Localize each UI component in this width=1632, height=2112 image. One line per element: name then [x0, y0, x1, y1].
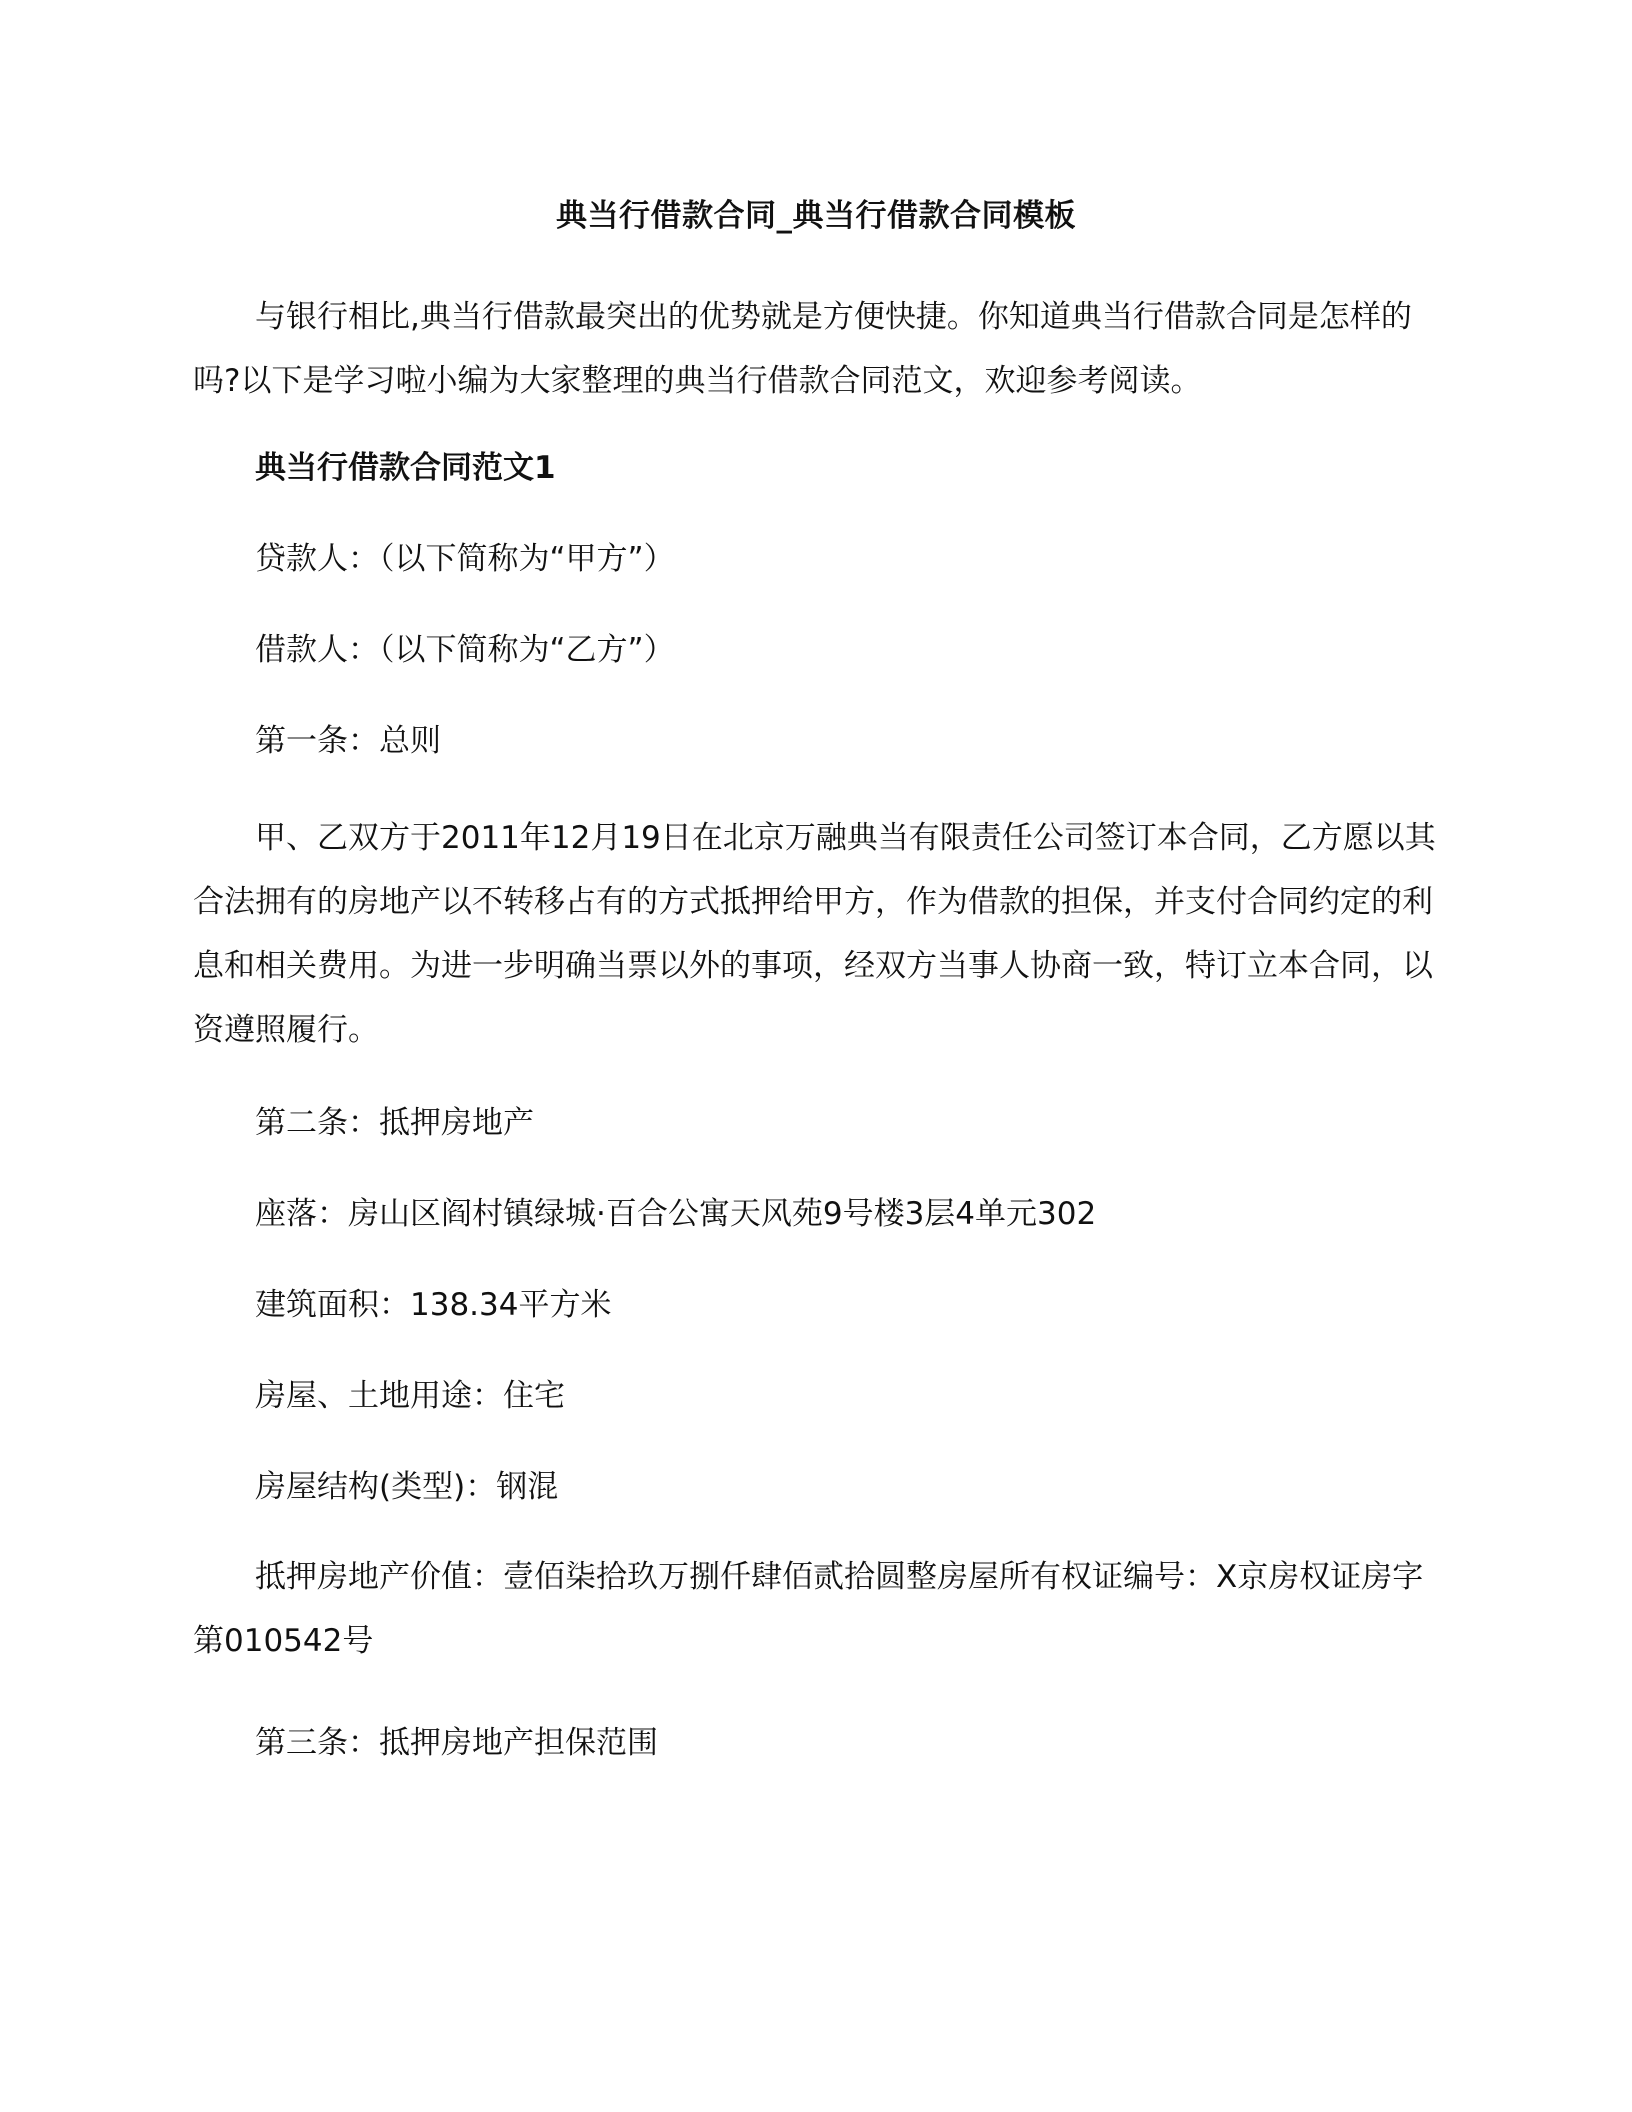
structure-line: 房屋结构(类型)：钢混	[255, 1469, 559, 1505]
document-title: 典当行借款合同_典当行借款合同模板	[556, 198, 1076, 234]
location-line: 座落：房山区阎村镇绿城·百合公寓天风苑9号楼3层4单元302	[255, 1196, 1097, 1232]
article2-title: 第二条：抵押房地产	[255, 1105, 534, 1141]
value-paragraph	[193, 1545, 1438, 1673]
intro-text: 与银行相比,典当行借款最突出的优势就是方便快捷。你知道典当行借款合同是怎样的吗?以下是学习啦小编为大家整理的典当行借款合同范文，欢迎参考阅读。	[193, 299, 1412, 399]
intro-paragraph	[193, 285, 1438, 413]
lender-line: 贷款人：（以下简称为“甲方”）	[255, 541, 675, 577]
article1-title: 第一条：总则	[255, 723, 441, 759]
area-line: 建筑面积：138.34平方米	[255, 1287, 612, 1323]
article1-paragraph	[193, 806, 1438, 1062]
section-heading: 典当行借款合同范文1	[255, 450, 556, 486]
article3-title: 第三条：抵押房地产担保范围	[255, 1725, 658, 1761]
borrower-line: 借款人：（以下简称为“乙方”）	[255, 632, 675, 668]
usage-line: 房屋、土地用途：住宅	[255, 1378, 565, 1414]
value-text: 抵押房地产价值：壹佰柒拾玖万捌仟肆佰贰拾圆整房屋所有权证编号：X京房权证房字第010542号	[193, 1559, 1424, 1659]
article1-body: 甲、乙双方于2011年12月19日在北京万融典当有限责任公司签订本合同，乙方愿以其合法拥有的房地产以不转移占有的方式抵押给甲方，作为借款的担保，并支付合同约定的利息和相关费用。为进一步明确当票以外的事项，经双方当事人协商一致，特订立本合同，以资遵照履行。	[193, 820, 1436, 1048]
